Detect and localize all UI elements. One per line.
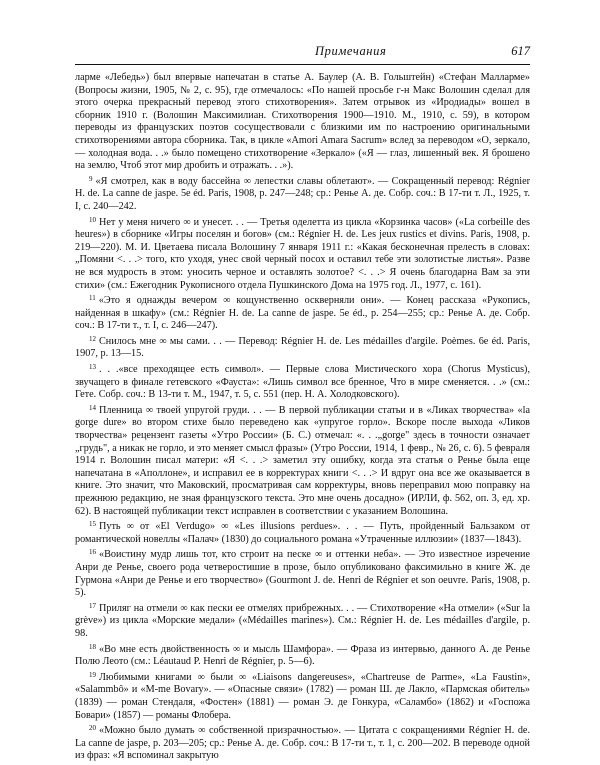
footnote-13 — [75, 361, 530, 402]
footnote-16 — [75, 546, 530, 599]
page-number: 617 — [511, 44, 530, 58]
footnote-text: Нет у меня ничего ∞ и унесет. . . — Третья оделетта из цикла «Корзинка часов» («La corbeille des heures») в сборнике «Игры поселян и богов» (см.: Régnier H. de. Les jeux rustics et divins. Paris, 1908, p. 219—220). М. И. Цветаева писала Волошину 7 января 1911 г.: «Какая бесконечная прелесть в словах: „Помяни <. . .> того, кто уходя, унес свой черный посох и оставил тебе эти золотистые листья». Разве не вся мудрость в этом: уносить черное и оставлять золотое? <. . .> Я очень благодарна Вам за эти стихи» (см.: Ежегодник Рукописного отдела Пушкинского Дома на 1975 год. Л., 1977, с. 161). — [75, 216, 530, 291]
footnote-number: 13 — [89, 363, 96, 372]
footnote-number: 18 — [89, 642, 96, 651]
footnote-text: «Во мне есть двойственность ∞ и мысль Шамфора». — Фраза из интервью, данного А. де Ренье Полю Леото (см.: Léautaud P. Henri de Régnier, p. 5—6). — [75, 643, 530, 668]
footnote-number: 17 — [89, 601, 96, 610]
footnote-text: Пленница ∞ твоей упругой груди. . . — В первой публикации статьи и в «Ликах творчества» «la gorge dure» во втором стихе было переведено как «упругое горло». Вскоре после выхода «Ликов творчества» рецензент газеты «Утро России» (Б. С.) отмечал: «. . .„gorge" здесь в точности означает „грудь", а никак не горло, и это меняет смысл фразы» (Утро России, 1914, 1 февр., № 26, с. 6). 5 февраля 1914 г. Волошин писал матери: «Я <. . .> заметил эту ошибку, когда эта статья о Ренье была еще напечатана в «Аполлоне», и исправил ее в корректурах книги <. . .> И вдруг она все же оказывается в книге. Это значит, что Маковский, просматривая сам корректуры, вновь переправил мою поправку на прежнюю редакцию, не зная французского текста. Это мне очень досадно» (ИРЛИ, ф. 562, оп. 3, ед. хр. 62). В настоящей публикации текст исправлен в соответствии с указанием Волошина. — [75, 404, 530, 517]
footnote-number: 19 — [89, 670, 96, 679]
footnote-number: 15 — [89, 520, 96, 529]
footnote-10 — [75, 214, 530, 293]
footnote-11 — [75, 292, 530, 333]
footnote-20 — [75, 722, 530, 763]
footnote-15 — [75, 518, 530, 546]
footnote-number: 9 — [89, 174, 93, 183]
footnote-text: Приляг на отмели ∞ как пески ее отмелях прибрежных. . . — Стихотворение «На отмели» («Sur la grève») из цикла «Морские медали» («Médailles marines»). См.: Régnier H. de. Les médailles d'argile, p. 98. — [75, 602, 530, 639]
footnote-number: 20 — [89, 724, 96, 733]
footnote-number: 12 — [89, 334, 96, 343]
footnote-text: Путь ∞ от «El Verdugo» ∞ «Les illusions perdues». . . — Путь, пройденный Бальзаком от романтической новеллы «Палач» (1830) до социального романа «Утраченные иллюзии» (1837—1843). — [75, 521, 530, 545]
footnote-number: 16 — [89, 548, 96, 557]
running-header — [75, 42, 530, 62]
continuation-paragraph — [75, 72, 530, 173]
footnote-17 — [75, 600, 530, 641]
footnote-number: 11 — [89, 294, 96, 303]
footnote-text: «Это я однажды вечером ∞ кощунственно оскверняли они». — Конец рассказа «Рукопись, найденная в шкафу» (см.: Régnier H. de. La canne de jaspe. 5e éd., p. 254—255; ср.: Ренье А. де. Собр. соч.: В 17-ти т., т. I, с. 246—247). — [75, 295, 530, 332]
footnote-text: . . .«все преходящее есть символ». — Первые слова Мистического хора (Chorus Mysticus), звучащего в финале гетевского «Фауста»: «Лишь символ все бренное, Что в мире сменяется. . .» (см.: Гете. Собр. соч.: В 13-ти т. М., 1947, т. 5, с. 551 (пер. Н. А. Холодковского). — [75, 364, 530, 401]
footnote-text: Снилось мне ∞ мы сами. . . — Перевод: Régnier H. de. Les médailles d'argile. Poèmes. 6e éd. Paris, 1907, p. 13—15. — [75, 335, 530, 360]
footnote-12 — [75, 333, 530, 361]
footnote-text: «Можно было думать ∞ собственной призрачностью». — Цитата с сокращениями Régnier H. de. La canne de jaspe, p. 203—205; ср.: Ренье А. де. Собр. соч.: В 17-ти т., т. 1, с. 200—202. В переводе одной из фраз: «Я вспоминал закрытую — [75, 725, 530, 762]
footnote-text: «Воистину мудр лишь тот, кто строит на песке ∞ и оттенки неба». — Это известное изречение Анри де Ренье, своего рода четверостишие в прозе, было опубликовано факсимильно в книге Ж. де Гурмона «Анри де Ренье и его творчество» (Gourmont J. de. Henri de Régnier et son oeuvre. Paris, 1908, p. 5). — [75, 549, 530, 599]
footnote-9 — [75, 173, 530, 214]
footnote-number: 14 — [89, 403, 96, 412]
footnote-14 — [75, 402, 530, 518]
notes-body — [75, 72, 530, 762]
header-rule — [75, 64, 530, 65]
footnote-text: ларме «Лебедь») был впервые напечатан в статье А. Баулер (А. В. Гольштейн) «Стефан Малларме» (Вопросы жизни, 1905, № 2, с. 95), где отмечалось: «По нашей просьбе г-н Макс Волошин сделал для этого очерка прекрасный перевод этого стихотворения». Затем отрывок из «Иродиады» вошел в сборник 1910 г. (Волошин Максимилиан. Стихотворения 1900—1910. М., 1910, с. 59), в котором переводы из французских поэтов сосуществовали с близкими им по настроению оригинальными стихотворениями автора сборника. Так, в цикле «Amori Amara Sacrum» вслед за переводом «О, зеркало,— холодная вода. . .» было помещено стихотворение «Зеркало» («Я — глаз, лишенный век. Я брошено на землю, Чтоб этот мир дробить и отражать. . .»). — [75, 72, 530, 172]
footnote-18 — [75, 641, 530, 669]
footnote-19 — [75, 669, 530, 722]
footnote-text: Любимыми книгами ∞ были ∞ «Liaisons dangereuses», «Chartreuse de Parme», «La Faustin», «Salammbô» и «M-me Bovary». — «Опасные связи» (1782) — роман Ш. де Лакло, «Пармская обитель» (1839) — роман Стендаля, «Фостен» (1881) — роман Э. де Гонкура, «Саламбо» (1862) и «Госпожа Бовари» (1857) — романы Флобера. — [75, 671, 530, 721]
footnote-number: 10 — [89, 215, 96, 224]
running-title: Примечания — [315, 44, 387, 58]
footnote-text: «Я смотрел, как в воду бассейна ∞ лепестки славы облетают». — Сокращенный перевод: Régnier H. de. La canne de jaspe. 5e éd. Paris, 1908, p. 247—248; ср.: Ренье А. де. Собр. соч.: В 17-ти т. Л., 1925, т. I, с. 240—242. — [75, 175, 530, 212]
